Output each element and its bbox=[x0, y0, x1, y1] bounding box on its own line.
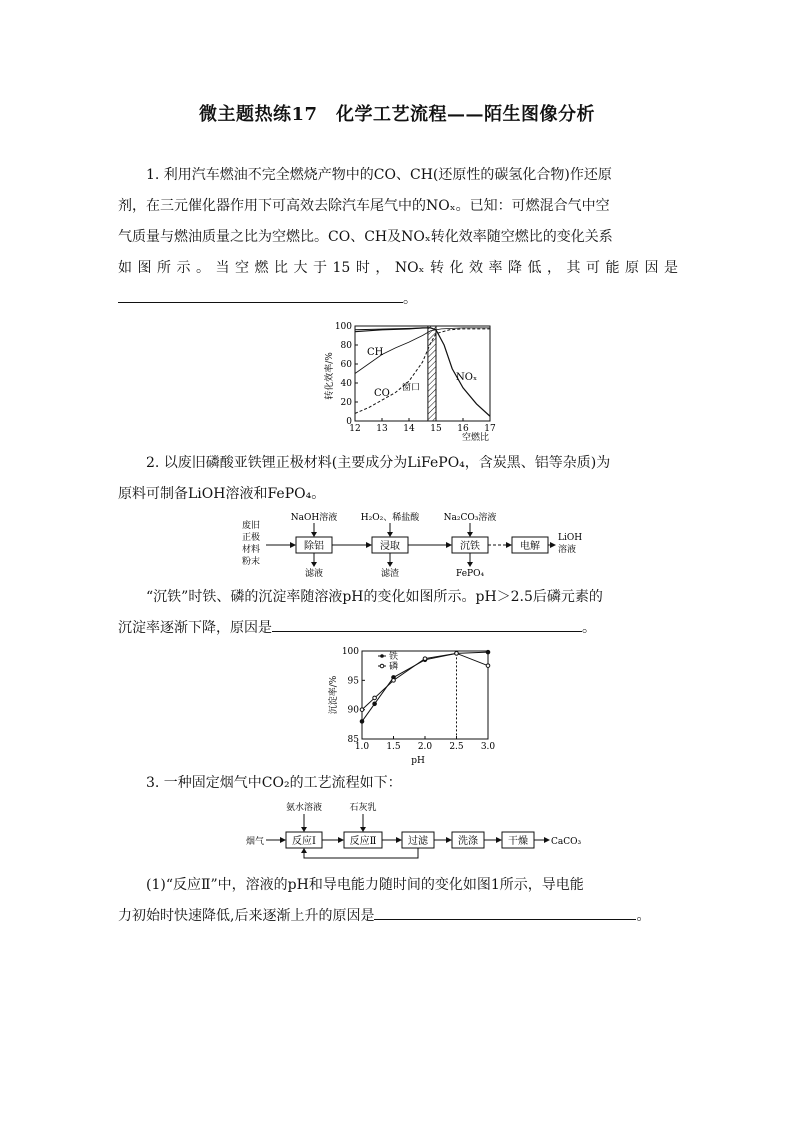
process-al-removal: 除铝 bbox=[304, 541, 324, 552]
y-tick-label: 90 bbox=[347, 705, 359, 716]
process-filter: 过滤 bbox=[408, 836, 428, 847]
p-point bbox=[455, 652, 459, 656]
x-tick-label: 15 bbox=[430, 424, 442, 434]
q1-line3: 气质量与燃油质量之比为空燃比。CO、CH及NOₓ转化效率随空燃比的变化关系 bbox=[118, 229, 613, 245]
process-leach: 浸取 bbox=[380, 541, 400, 552]
byproduct-fepo4: FePO₄ bbox=[455, 569, 485, 579]
y-axis-label: 转化效率/% bbox=[325, 352, 335, 400]
x-axis-label: 空燃比 bbox=[462, 433, 490, 443]
answer-blank-3[interactable] bbox=[374, 905, 636, 920]
legend-p: 磷 bbox=[389, 662, 399, 672]
question-2 bbox=[118, 448, 678, 510]
x-tick-label: 3.0 bbox=[480, 742, 496, 752]
x-tick-label: 12 bbox=[349, 424, 361, 434]
y-tick-label: 20 bbox=[340, 398, 352, 408]
p-point bbox=[486, 664, 490, 668]
y-tick-label: 85 bbox=[347, 735, 359, 745]
process-reaction-2: 反应Ⅱ bbox=[349, 836, 377, 847]
process-dry: 干燥 bbox=[508, 836, 528, 847]
precipitation-rate-chart bbox=[326, 646, 506, 766]
page-title: 微主题热练17 化学工艺流程——陌生图像分析 bbox=[198, 104, 596, 125]
y-tick-label: 0 bbox=[346, 417, 352, 427]
conversion-efficiency-chart bbox=[320, 318, 510, 446]
x-tick-label: 17 bbox=[484, 424, 496, 434]
reagent-naoh: NaOH溶液 bbox=[290, 513, 338, 523]
y-axis-label-2: 沉淀率/% bbox=[329, 675, 339, 715]
fe-point bbox=[373, 702, 377, 706]
start-material-3: 材料 bbox=[242, 545, 261, 555]
x-tick-label: 2.0 bbox=[417, 742, 433, 752]
reagent-ammonia: 氨水溶液 bbox=[285, 803, 323, 813]
question-3 bbox=[118, 768, 678, 799]
x-tick-label: 1.5 bbox=[386, 742, 401, 752]
fe-point bbox=[360, 720, 364, 724]
byproduct-residue: 滤渣 bbox=[380, 569, 400, 579]
question-3-part-1 bbox=[118, 870, 678, 932]
x-tick-label: 2.5 bbox=[449, 742, 464, 752]
question-2-continued bbox=[118, 582, 678, 644]
q3-p1-line2: 力初始时快速降低,后来逐渐上升的原因是 。 bbox=[118, 901, 678, 932]
nox-curve-label: NOₓ bbox=[456, 372, 478, 383]
x-tick-label: 14 bbox=[403, 424, 415, 434]
y-tick-label: 40 bbox=[340, 379, 352, 389]
ch-curve-label: CH bbox=[367, 347, 384, 358]
q2-line2: 原料可制备LiOH溶液和FePO₄。 bbox=[118, 486, 326, 502]
x-tick-label: 13 bbox=[376, 424, 388, 434]
answer-blank-2[interactable] bbox=[272, 617, 582, 632]
x-tick-label: 16 bbox=[457, 424, 469, 434]
start-material-4: 粉末 bbox=[242, 557, 261, 567]
p-point bbox=[392, 679, 396, 683]
answer-blank[interactable] bbox=[118, 288, 403, 303]
q1-answer-line: 。 bbox=[118, 284, 678, 315]
fe-curve bbox=[362, 652, 488, 721]
y-tick-label: 80 bbox=[340, 341, 352, 351]
start-material-2: 正极 bbox=[242, 533, 261, 543]
q3-p1-line1: (1)“反应Ⅱ”中，溶液的pH和导电能力随时间的变化如图1所示，导电能 bbox=[146, 877, 584, 893]
reagent-lime-milk: 石灰乳 bbox=[349, 803, 377, 813]
process-wash: 洗涤 bbox=[458, 836, 478, 847]
co-curve-label: CO bbox=[374, 388, 390, 399]
q3-intro: 3. 一种固定烟气中CO₂的工艺流程如下： bbox=[146, 775, 402, 791]
product-solution: 溶液 bbox=[558, 545, 577, 555]
y-tick-label: 60 bbox=[340, 360, 352, 370]
fe-point bbox=[486, 650, 490, 654]
start-material-1: 废旧 bbox=[242, 521, 261, 531]
product-lioh: LiOH bbox=[558, 533, 583, 543]
q1-line4: 如图所示。当空燃比大于15时，NOₓ转化效率降低，其可能原因是 bbox=[118, 260, 678, 276]
x-tick-label: 1.0 bbox=[354, 742, 370, 752]
process-electrolysis: 电解 bbox=[520, 541, 540, 552]
reagent-na2co3: Na₂CO₃溶液 bbox=[443, 513, 497, 523]
y-tick-label: 95 bbox=[347, 676, 359, 687]
flowchart-co2-fixation bbox=[244, 800, 584, 862]
q1-line2: 剂，在三元催化器作用下可高效去除汽车尾气中的NOₓ。已知：可燃混合气中空 bbox=[118, 198, 610, 214]
process-reaction-1: 反应Ⅰ bbox=[292, 836, 316, 847]
q1-line1: 1. 利用汽车燃油不完全燃烧产物中的CO、CH(还原性的碳氢化合物)作还原 bbox=[146, 167, 612, 183]
y-tick-label: 100 bbox=[341, 647, 359, 657]
p-point bbox=[373, 696, 377, 700]
legend-fe: 铁 bbox=[389, 652, 399, 662]
p-point bbox=[423, 657, 427, 661]
q2-line1: 2. 以废旧磷酸亚铁锂正极材料(主要成分为LiFePO₄，含炭黑、铝等杂质)为 bbox=[146, 455, 611, 471]
flowchart-lifepo4 bbox=[230, 508, 590, 580]
window-label: 窗口 bbox=[402, 383, 421, 393]
process-fe-precipitation: 沉铁 bbox=[460, 541, 480, 552]
q2-line4: 沉淀率逐渐下降，原因是 。 bbox=[118, 613, 678, 644]
p-point bbox=[360, 708, 364, 712]
product-caco3: CaCO₃ bbox=[551, 837, 582, 847]
question-1 bbox=[118, 160, 678, 315]
y-tick-label: 100 bbox=[334, 322, 352, 332]
reagent-h2o2-hcl: H₂O₂、稀盐酸 bbox=[360, 513, 420, 523]
byproduct-filtrate: 滤液 bbox=[304, 569, 324, 579]
x-axis-label-2: pH bbox=[411, 756, 425, 766]
flue-gas: 烟气 bbox=[246, 837, 265, 847]
q2-line3: “沉铁”时铁、磷的沉淀率随溶液pH的变化如图所示。pH＞2.5后磷元素的 bbox=[146, 589, 603, 605]
